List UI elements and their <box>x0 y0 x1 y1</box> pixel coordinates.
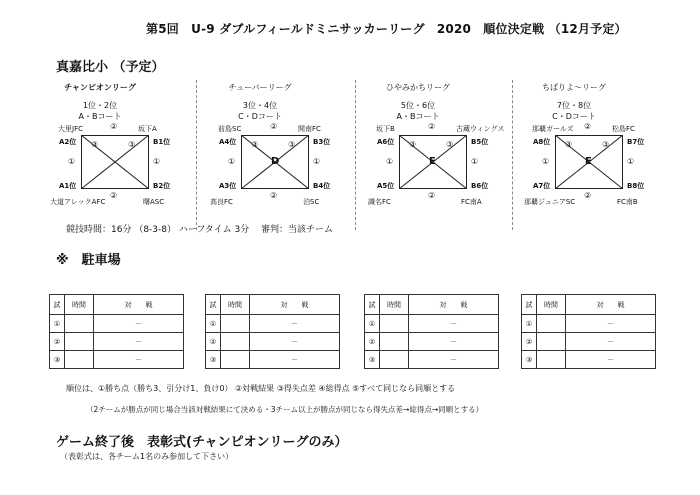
time-cell[interactable] <box>537 333 566 351</box>
team-bottom-right: FC南A <box>461 198 482 206</box>
game-number: ② <box>522 333 537 351</box>
league-court: A・Bコート <box>78 112 122 121</box>
team-bottom-left: 高良FC <box>210 198 233 206</box>
schedule-table <box>205 294 340 369</box>
ceremony-note: （表彰式は、各チーム1名のみ参加して下さい） <box>60 452 234 461</box>
slot-label: A3位 <box>219 182 237 190</box>
table-header-row <box>365 295 499 315</box>
league-places: 7位・8位 <box>556 101 592 110</box>
time-cell[interactable] <box>221 351 250 369</box>
team-bottom-right: 泊SC <box>303 198 320 206</box>
game-number: ② <box>365 333 380 351</box>
table-header-row <box>50 295 184 315</box>
table-row <box>206 315 340 333</box>
match-number-diag: ③ <box>91 140 99 149</box>
time-cell[interactable] <box>221 315 250 333</box>
team-top-right: 松島FC <box>612 125 635 133</box>
match-number-top: ② <box>584 122 592 131</box>
parking-heading: ※ 駐車場 <box>56 253 121 268</box>
slot-label: B2位 <box>153 182 171 190</box>
league-name: チューバーリーグ <box>228 83 292 92</box>
table-row <box>50 315 184 333</box>
slot-label: A2位 <box>59 138 77 146</box>
match-cell[interactable]: － <box>409 315 499 333</box>
league-name: ちばりよ～リーグ <box>542 83 606 92</box>
match-number-diag: ③ <box>565 140 573 149</box>
table-row <box>365 315 499 333</box>
match-number-top: ② <box>270 122 278 131</box>
time-cell[interactable] <box>380 351 409 369</box>
game-number: ① <box>50 315 65 333</box>
game-number: ① <box>206 315 221 333</box>
time-cell[interactable] <box>65 333 94 351</box>
time-cell[interactable] <box>537 351 566 369</box>
match-number-diag: ③ <box>251 140 259 149</box>
slot-label: B3位 <box>313 138 331 146</box>
game-number: ③ <box>522 351 537 369</box>
match-number-left: ① <box>228 157 236 166</box>
game-number: ③ <box>206 351 221 369</box>
match-cell[interactable]: － <box>566 333 656 351</box>
league-court: C・Dコート <box>238 112 282 121</box>
match-cell[interactable]: － <box>94 315 184 333</box>
table-row <box>206 333 340 351</box>
slot-label: A1位 <box>59 182 77 190</box>
match-number-top: ② <box>110 122 118 131</box>
schedule-table <box>521 294 656 369</box>
column-separator <box>512 80 513 230</box>
table-header-row <box>522 295 656 315</box>
league-places: 1位・2位 <box>82 101 118 110</box>
match-number-diag: ③ <box>446 140 454 149</box>
table-row <box>50 351 184 369</box>
table-header-row <box>206 295 340 315</box>
header-match: 対 戦 <box>250 295 340 315</box>
team-bottom-right: 曙ASC <box>143 198 165 206</box>
match-number-diag: ③ <box>602 140 610 149</box>
league-name: チャンピオンリーグ <box>64 83 136 92</box>
match-number-bottom: ② <box>270 191 278 200</box>
header-game: 試 <box>522 295 537 315</box>
match-cell[interactable]: － <box>409 333 499 351</box>
ceremony-heading: ゲーム終了後 表彰式(チャンピオンリーグのみ） <box>56 435 348 450</box>
league-name: ひやみかちリーグ <box>386 83 450 92</box>
match-cell[interactable]: － <box>566 315 656 333</box>
slot-label: B1位 <box>153 138 171 146</box>
schedule-table <box>49 294 184 369</box>
time-cell[interactable] <box>221 333 250 351</box>
team-top-left: 大里JFC <box>58 125 83 133</box>
match-number-top: ② <box>428 122 436 131</box>
game-number: ③ <box>50 351 65 369</box>
header-match: 対 戦 <box>566 295 656 315</box>
team-bottom-left: 識名FC <box>368 198 391 206</box>
slot-label: A6位 <box>377 138 395 146</box>
table-row <box>50 333 184 351</box>
slot-label: B4位 <box>313 182 331 190</box>
slot-label: B8位 <box>627 182 645 190</box>
match-number-left: ① <box>68 157 76 166</box>
match-number-right: ① <box>153 157 161 166</box>
table-row <box>522 315 656 333</box>
time-cell[interactable] <box>65 351 94 369</box>
match-number-diag: ③ <box>288 140 296 149</box>
match-number-right: ① <box>627 157 635 166</box>
match-cell[interactable]: － <box>250 315 340 333</box>
slot-label: B7位 <box>627 138 645 146</box>
match-cell[interactable]: － <box>409 351 499 369</box>
slot-label: A5位 <box>377 182 395 190</box>
rules-line: 競技時間：16分 （8-3-8） ハーフタイム 3分 審判：当該チーム <box>66 225 334 235</box>
match-number-right: ① <box>313 157 321 166</box>
slot-label: B5位 <box>471 138 489 146</box>
league-court: C・Dコート <box>552 112 596 121</box>
game-number: ① <box>365 315 380 333</box>
header-game: 試 <box>50 295 65 315</box>
match-number-diag: ③ <box>128 140 136 149</box>
league-places: 5位・6位 <box>400 101 436 110</box>
team-top-left: 坂下B <box>376 125 395 133</box>
team-top-right: 坂下A <box>138 125 157 133</box>
header-match: 対 戦 <box>409 295 499 315</box>
match-number-bottom: ② <box>584 191 592 200</box>
match-cell[interactable]: － <box>94 333 184 351</box>
header-time: 時間 <box>537 295 566 315</box>
time-cell[interactable] <box>537 315 566 333</box>
team-top-left: 那覇ガールズ <box>532 125 574 133</box>
team-top-right: 古蔵ウィングス <box>456 125 505 133</box>
game-number: ③ <box>365 351 380 369</box>
match-number-diag: ③ <box>409 140 417 149</box>
slot-label: A4位 <box>219 138 237 146</box>
game-number: ① <box>522 315 537 333</box>
match-cell[interactable]: － <box>566 351 656 369</box>
time-cell[interactable] <box>380 315 409 333</box>
match-number-left: ① <box>542 157 550 166</box>
match-cell[interactable]: － <box>94 351 184 369</box>
ranking-note: （2チームが勝点が同じ場合当該対戦結果にて決める・3チーム以上が勝点が同じなら得失点差→総得点→同順とする） <box>86 405 484 414</box>
team-top-left: 前島SC <box>218 125 242 133</box>
time-cell[interactable] <box>65 315 94 333</box>
team-top-right: 開南FC <box>298 125 321 133</box>
slot-label: A7位 <box>533 182 551 190</box>
column-separator <box>196 80 197 230</box>
header-game: 試 <box>365 295 380 315</box>
table-row <box>522 351 656 369</box>
ranking-rule: 順位は、①勝ち点（勝ち3、引分け1、負け0） ②対戦結果 ③得失点差 ④総得点 ⑤すべて同じなら同順とする <box>66 384 456 393</box>
match-cell[interactable]: － <box>250 351 340 369</box>
header-time: 時間 <box>221 295 250 315</box>
table-row <box>206 351 340 369</box>
game-number: ② <box>206 333 221 351</box>
match-number-left: ① <box>386 157 394 166</box>
header-time: 時間 <box>380 295 409 315</box>
match-number-bottom: ② <box>428 191 436 200</box>
venue-heading: 真嘉比小 （予定） <box>56 60 165 75</box>
league-court: A・Bコート <box>396 112 440 121</box>
header-game: 試 <box>206 295 221 315</box>
match-number-bottom: ② <box>110 191 118 200</box>
time-cell[interactable] <box>380 333 409 351</box>
table-row <box>365 333 499 351</box>
team-bottom-left: 那覇ジュニアSC <box>524 198 576 206</box>
team-bottom-right: FC南B <box>617 198 638 206</box>
match-cell[interactable]: － <box>250 333 340 351</box>
schedule-table <box>364 294 499 369</box>
header-time: 時間 <box>65 295 94 315</box>
team-bottom-left: 大道アレックAFC <box>50 198 106 206</box>
diagram-center-letter: E <box>429 156 436 167</box>
match-number-right: ① <box>471 157 479 166</box>
slot-label: A8位 <box>533 138 551 146</box>
page-title: 第5回 U-9 ダブルフィールドミニサッカーリーグ 2020 順位決定戦 （12月予定） <box>146 22 627 36</box>
game-number: ② <box>50 333 65 351</box>
league-places: 3位・4位 <box>242 101 278 110</box>
diagram-center-letter: D <box>271 156 280 167</box>
slot-label: B6位 <box>471 182 489 190</box>
table-row <box>522 333 656 351</box>
diagram-center-letter: E <box>585 156 592 167</box>
header-match: 対 戦 <box>94 295 184 315</box>
column-separator <box>355 80 356 230</box>
table-row <box>365 351 499 369</box>
